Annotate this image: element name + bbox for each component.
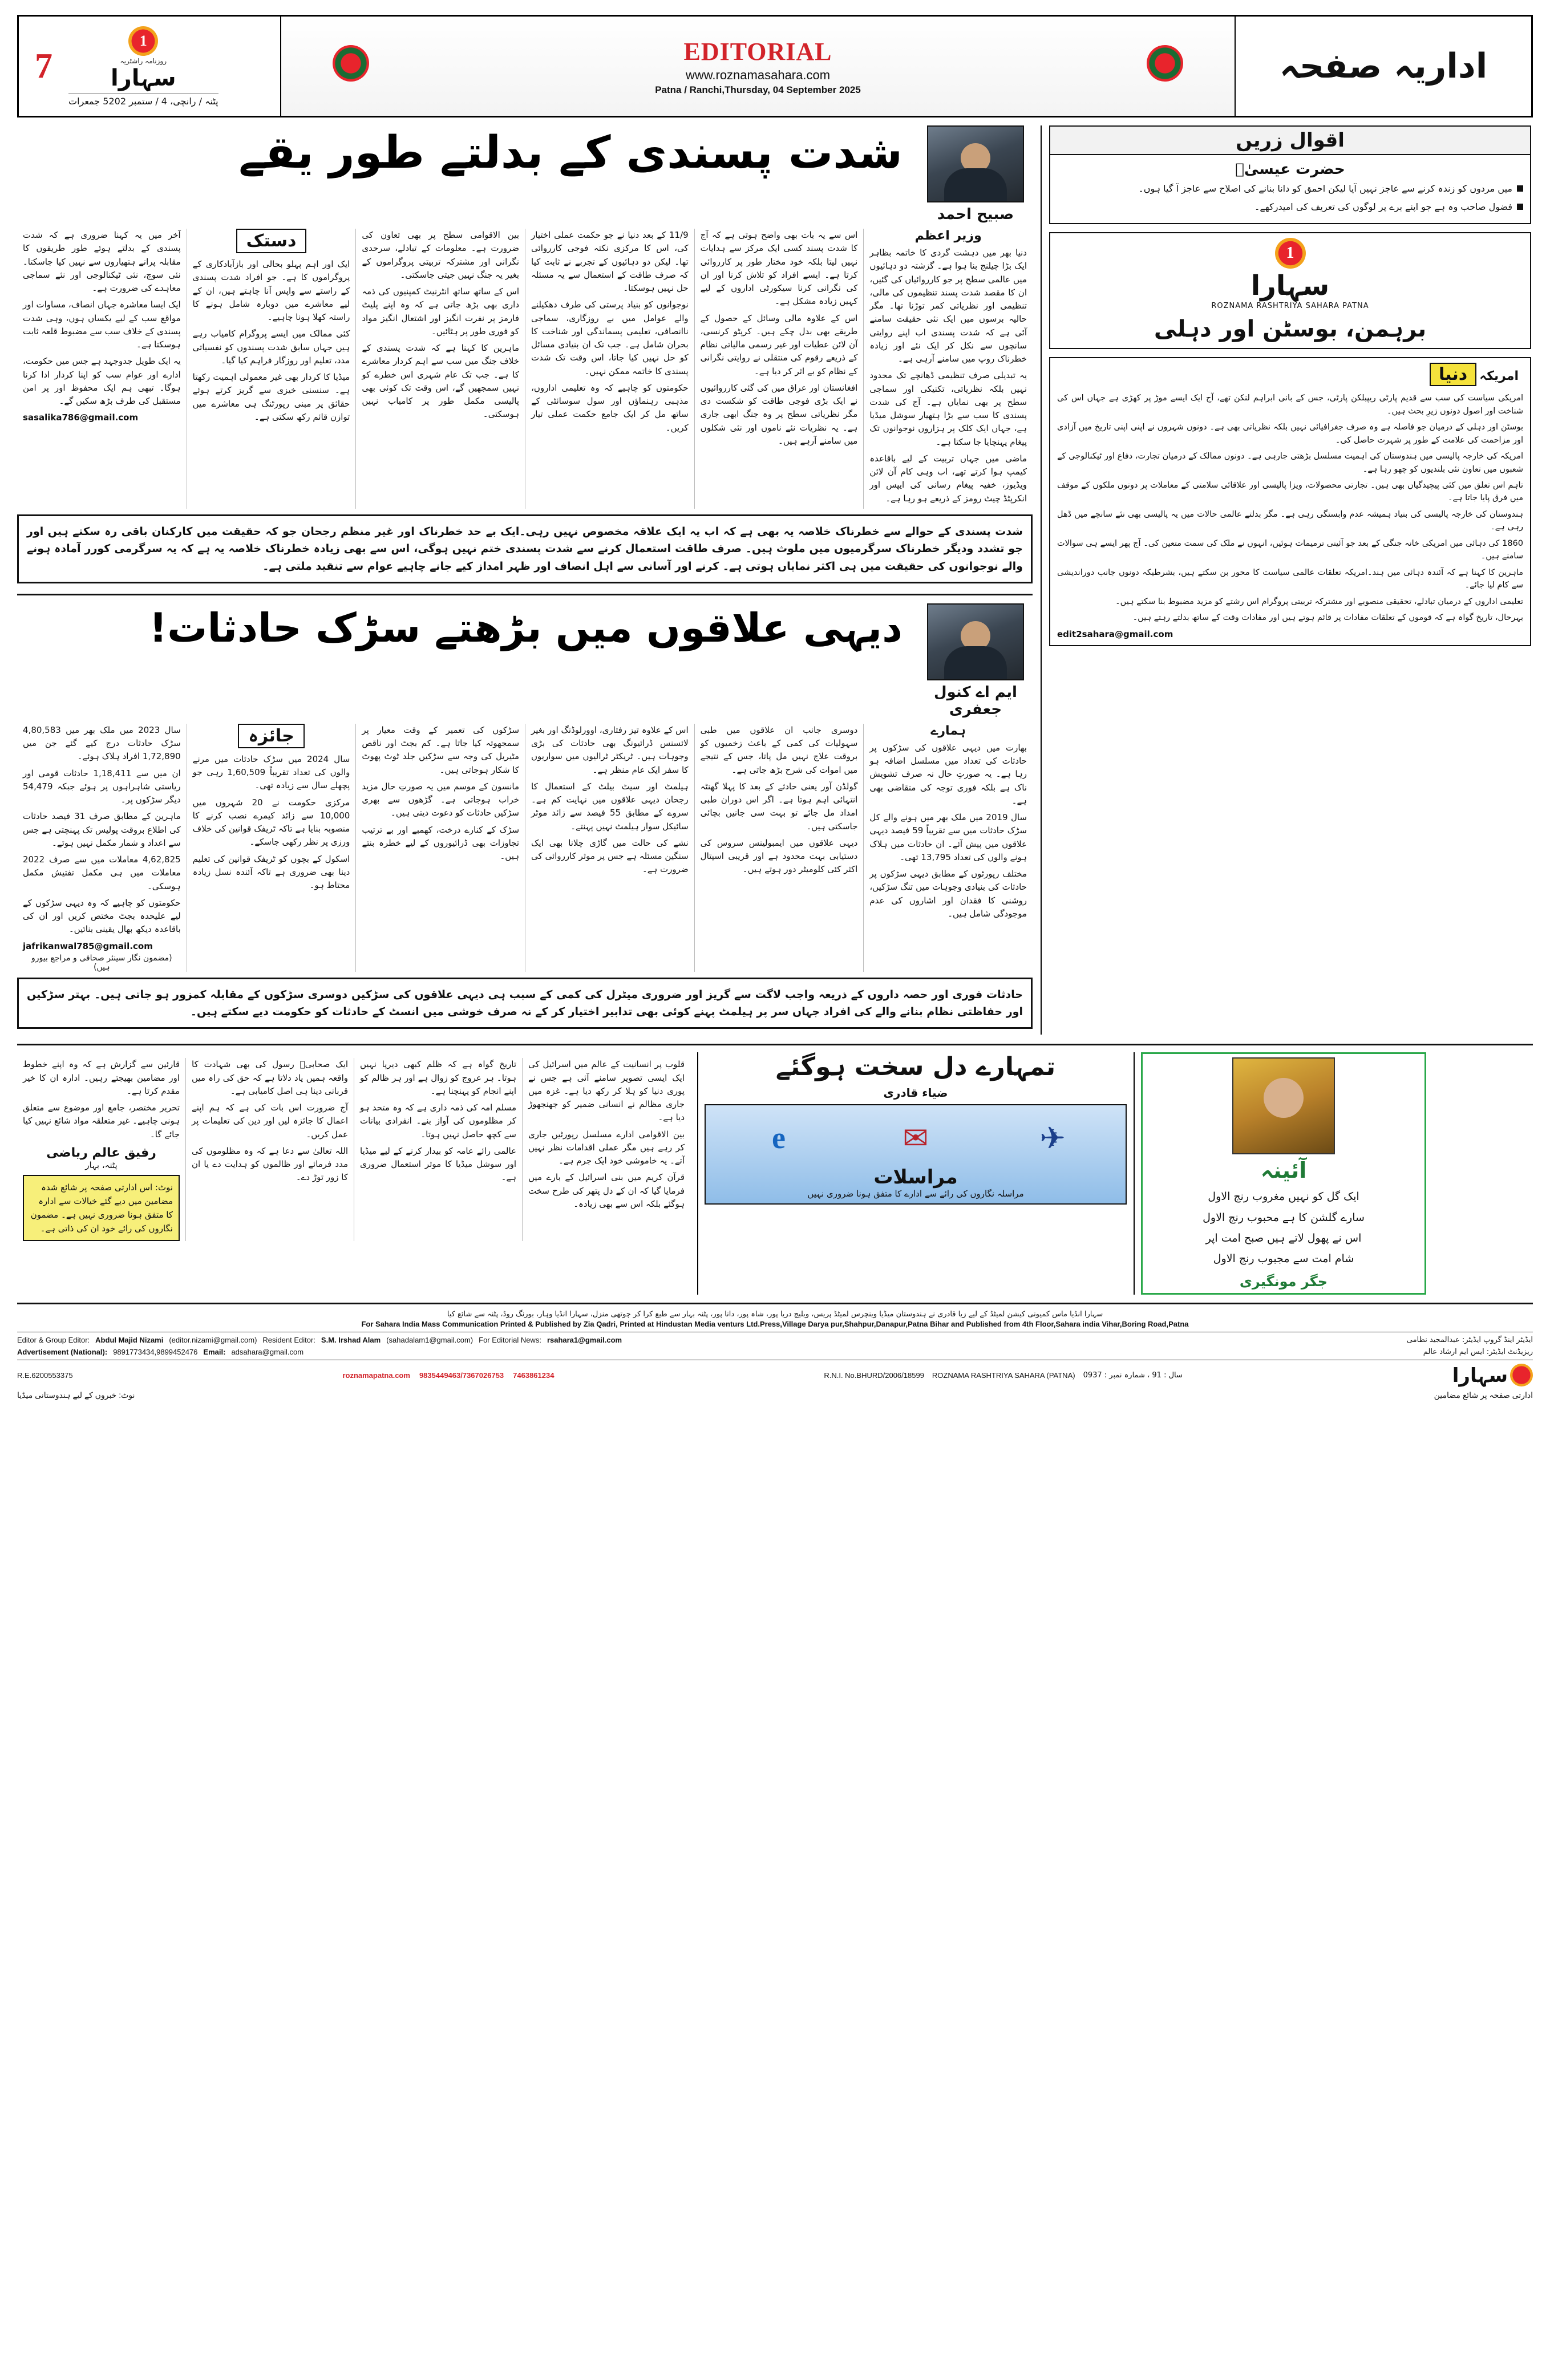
aqwal-item-text: میں مردوں کو زندہ کرنے سے عاجز نہیں آیا لیکن احمق کو دانا بنانے کی اصلاح سے عاجز آ گیا ہوں۔ [1138,183,1512,194]
footer-editorial-email[interactable]: rsahara1@gmail.com [547,1335,622,1344]
airmail-icon[interactable]: ✈ [1039,1120,1066,1156]
lead-para: نوجوانوں کو بنیاد پرستی کی طرف دھکیلنے والے عوامل میں بے روزگاری، سماجی ناانصافی، تعلیمی پسماندگی اور شناخت کا بحران شامل ہے۔ جب تک ان بنیادی مسائل کو حل نہیں کیا جاتا، اس وقت تک شدت پسندی کا خاتمہ ممکن نہیں۔ [531,299,689,376]
lead-author-name: صبیح احمد [937,206,1014,223]
paper-logo [68,26,218,107]
rail-email[interactable]: edit2sahara@gmail.com [1057,629,1173,639]
footer-en-imprint: For Sahara India Mass Communication Printed & Published by Zia Qadri, Printed at Hindustan Media venturs Ltd.Press,Village Darya pur,Shahpur,Danapur,Patna Bihar and Published from 4th Floor,Sahara india Vihar,Boring Road,Patna [361,1319,1189,1328]
second-para: نشے کی حالت میں گاڑی چلانا بھی ایک سنگین مسئلہ ہے جس پر موثر کارروائی کی ضرورت ہے۔ [531,837,689,875]
flower-ornament-left-icon [333,45,369,82]
footer-editor-email[interactable]: (editor.nizami@gmail.com) [169,1335,257,1344]
bottom-para: قلوب پر انسانیت کے عالم میں اسرائیل کی ایک ایسی تصویر سامنے آئی ہے جس نے پوری دنیا کو ہلا کر رکھ دیا ہے۔ غزہ میں جاری مظالم نے انسانی ضمیر کو جھنجھوڑ دیا ہے۔ [528,1059,685,1123]
masthead [17,15,1533,117]
bottom-author-sign: رفیق عالم ریاضی [46,1145,156,1160]
marasalat-contact-card[interactable] [705,1104,1127,1205]
aaina-frame [1141,1052,1426,1294]
second-kicker: ہمارے [930,723,966,738]
footer-ad-email-label: Email: [203,1347,226,1356]
author-portrait-sabih-ahmad [927,125,1024,202]
second-para: حکومتوں کو چاہیے کہ وہ دیہی سڑکوں کے لیے علیحدہ بجٹ مختص کریں اور ان کی باقاعدہ دیکھ بھال یقینی بنائیں۔ [23,897,181,935]
sun-logo-icon [128,26,158,56]
bottom-divider-1 [697,1052,698,1294]
second-col-5 [187,724,356,972]
lead-para: دنیا بھر میں دہشت گردی کا خاتمہ بظاہر ایک بڑا چیلنج بنا ہوا ہے۔ گزشتہ دو دہائیوں میں عالمی سطح پر جو کارروائیاں کی گئیں، ان کا مقصد شدت پسند تنظیموں کی مالی، تنظیمی اور نظریاتی کمر توڑنا تھا۔ مگر حالیہ برسوں میں ایک نئی حقیقت سامنے آئی ہے کہ شدت پسندی اب اپنے روایتی سانچوں سے نکل کر ایک نئے اور زیادہ خطرناک روپ میں سامنے آرہی ہے۔ [869,248,1027,364]
footer-issue-ur: سال : 19 ، شمارہ نمبر : 7390 [1083,1371,1183,1380]
website-url[interactable]: www.roznamasahara.com [685,67,831,82]
bottom-col-3 [185,1058,354,1241]
lead-article-columns [17,229,1033,509]
lead-col-6 [17,229,187,509]
footer-fax: 7463861234 [513,1371,555,1380]
bottom-col-1 [522,1058,690,1241]
lead-para: اس سے یہ بات بھی واضح ہوتی ہے کہ آج کا شدت پسند کسی ایک مرکز سے ہدایات نہیں لیتا بلکہ خود مختار طور پر کارروائی کرتا ہے۔ ایسے افراد کو تلاش کرنا اور ان کی نگرانی کرنا سیکورٹی اداروں کے لیے کہیں زیادہ مشکل ہے۔ [700,230,858,307]
second-pullquote: حادثات فوری اور حصہ داروں کے ذریعہ واجب لاگت سے گریز اور ضروری میٹرل کی کمی کے سبب ہی دیہی علاقوں کی سڑکیں دوسری سڑکوں کے مقابلہ کمزور ہو جاتی ہیں۔ بہتر سڑکیں اور حفاظتی نظام بنانے والے کی افراد جہاں سر پر ہیلمٹ پہنے کوئی بھی تدابیر اختیار کر کے نہ صرف خوشی میں انسٹ کے حادثات کو حکومت دیے سکتے ہیں۔ [17,978,1033,1029]
lead-kicker: وزیر اعظم [914,229,982,243]
rail-brand-urdu: سہارا [1250,270,1330,302]
footer-ads-row [17,1348,1533,1356]
marasalat-subtitle: مراسلہ نگاروں کی رائے سے ادارے کا متفق ہونا ضروری نہیں [807,1189,1024,1199]
second-para: مرکزی حکومت نے 20 شہروں میں 10,000 سے زائد کیمرے نصب کرنے کا منصوبہ بنایا ہے تاکہ ٹریفک قوانین کی خلاف ورزی پر نظر رکھی جاسکے۔ [192,797,350,848]
second-col-2 [694,724,864,972]
second-para: دوسری جانب ان علاقوں میں طبی سہولیات کی کمی کے باعث زخمیوں کو بروقت علاج نہیں مل پاتا، جس کے نتیجے میں اموات کی شرح بڑھ جاتی ہے۔ [700,724,858,775]
body-grid [17,125,1533,1035]
footer-resident-name: S.M. Irshad Alam [321,1335,381,1344]
second-col-6 [17,724,187,972]
lead-para: اس کے علاوہ مالی وسائل کے حصول کے طریقے بھی بدل چکے ہیں۔ کرپٹو کرنسی، آن لائن عطیات اور غیر رسمی مالیاتی نظام کے ذریعے رقوم کی منتقلی نے روایتی نگرانی کے نظام کو بے اثر کر دیا ہے۔ [700,313,858,376]
aqwal-item [1057,181,1523,196]
bottom-author-place: پٹنہ، بہار [85,1159,118,1170]
second-col-1 [863,724,1033,972]
column-divider [1041,125,1042,1035]
lead-para: 11/9 کے بعد دنیا نے جو حکمت عملی اختیار کی، اس کا مرکزی نکتہ فوجی کارروائی تھا۔ لیکن دو دہائیوں کے تجربے نے ثابت کیا کہ صرف طاقت کے استعمال سے یہ مسئلہ حل نہیں ہوسکتا۔ [531,230,689,293]
footer-editor-name: Abdul Majid Nizami [95,1335,164,1344]
poem-line: سارے گلشن کا ہے محبوب رنج الاول [1203,1211,1365,1224]
lead-para: حکومتوں کو چاہیے کہ وہ تعلیمی اداروں، مذہبی رہنماؤں اور سول سوسائٹی کے ساتھ مل کر ایک جامع حکمت عملی تیار کریں۔ [531,382,689,433]
lead-para: ایک اور اہم پہلو بحالی اور بازآبادکاری کے پروگراموں کا ہے۔ جو افراد شدت پسندی کے راستے سے واپس آنا چاہتے ہیں، ان کے لیے معاشرے میں دوبارہ شامل ہونے کا راستہ کھلا ہونا چاہیے۔ [192,259,350,322]
lead-col-4 [355,229,525,509]
bottom-para: تحریر مختصر، جامع اور موضوع سے متعلق ہونی چاہیے۔ غیر متعلقہ مواد شائع نہیں کیا جائے گا۔ [23,1102,180,1140]
lead-para: افغانستان اور عراق میں کی گئی کارروائیوں نے ایک بڑی فوجی طاقت کو شکست دی مگر نظریاتی سطح پر وہ جنگ ابھی جاری ہے۔ یہ نظریات نئے ناموں اور نئی شکلوں میں سامنے آرہے ہیں۔ [700,382,858,446]
lead-para: یہ ایک طویل جدوجہد ہے جس میں حکومت، ادارے اور عوام سب کو اپنا کردار ادا کرنا ہوگا۔ تبھی ہم ایک محفوظ اور پر امن مستقبل کی طرف بڑھ سکیں گے۔ [23,356,181,406]
dunya-tag: دنیا [1430,363,1476,386]
second-para: بھارت میں دیہی علاقوں کی سڑکوں پر حادثات کی تعداد میں مسلسل اضافہ ہو رہا ہے۔ یہ صورتِ حال نہ صرف تشویش ناک ہے بلکہ فوری توجہ کی متقاضی بھی ہے۔ [869,742,1027,806]
bottom-article-author: ضیاء قادری [883,1086,948,1100]
author-portrait-kanwal-jafri [927,603,1024,680]
lead-para: یہ تبدیلی صرف تنظیمی ڈھانچے تک محدود نہیں بلکہ نظریاتی، تکنیکی اور سماجی سطح پر بھی نمایاں ہے۔ آج کی شدت پسندی کا سب سے بڑا ہتھیار سوشل میڈیا ہے، جہاں ایک کلک پر ہزاروں نوجوانوں تک پیغام پہنچایا جا سکتا ہے۔ [869,370,1027,447]
section-title-en: EDITORIAL [683,37,832,66]
dunya-para: بہرحال، تاریخ گواہ ہے کہ قوموں کے تعلقات مفادات پر قائم ہوتے ہیں اور مفادات وقت کے ساتھ بدلتے رہتے ہیں۔ [1132,613,1523,623]
sun-logo-icon [1510,1364,1533,1386]
poet-portrait [1232,1057,1335,1154]
second-para: اس کے علاوہ تیز رفتاری، اوورلوڈنگ اور بغیر لائسنس ڈرائیونگ بھی حادثات کی بڑی وجوہات ہیں۔ ٹریکٹر ٹرالیوں میں سواریوں کا سفر ایک عام منظر ہے۔ [531,724,689,775]
footer-editors-row [17,1336,1533,1344]
aqwal-body [1050,155,1530,223]
footer-resident-email[interactable]: (sahadalam1@gmail.com) [386,1335,474,1344]
second-para: سال 2019 میں ملک بھر میں ہونے والے کل سڑک حادثات میں سے تقریباً 59 فیصد دیہی علاقوں میں پیش آئے۔ ان حادثات میں ہلاک ہونے والوں کی تعداد 13,795 تھی۔ [869,812,1027,862]
dunya-para: ہندوستان کی خارجہ پالیسی کی بنیاد ہمیشہ عدم وابستگی رہی ہے۔ مگر بدلتے عالمی حالات میں یہ پالیسی بھی نئے سانچے میں ڈھل رہی ہے۔ [1057,509,1523,532]
lead-author-email[interactable]: sasalika786@gmail.com [23,412,139,423]
dunya-para: تاہم اس تعلق میں کئی پیچیدگیاں بھی ہیں۔ تجارتی محصولات، ویزا پالیسی اور علاقائی سلامتی کے معاملات پر دونوں ملکوں کے موقف میں فرق پایا جاتا ہے۔ [1057,481,1523,503]
footer-ad-phone[interactable]: 9891773434,9899452476 [113,1347,198,1356]
section-title-ur: اداریہ صفحہ [1279,46,1488,86]
bullet-square-icon [1517,185,1523,192]
second-para: مانسون کے موسم میں یہ صورتِ حال مزید خراب ہوجاتی ہے۔ گڑھوں سے بھری سڑکیں حادثات کو دعوت دیتی ہیں۔ [362,781,520,818]
second-para: سال 2024 میں سڑک حادثات میں مرنے والوں کی تعداد تقریباً 1,60,509 رہی جو پچھلے سال سے زیادہ تھی۔ [192,753,350,791]
lead-col-1 [863,229,1033,509]
dunya-column-box [1049,357,1531,646]
footer-ad-label: Advertisement (National): [17,1347,108,1356]
second-para: سڑک کے کنارے درخت، کھمبے اور بے ترتیب تجاوزات بھی ڈرائیوروں کے لیے خطرہ بنتے ہیں۔ [362,824,520,862]
masthead-right [1235,17,1531,116]
lead-section-label: دستک [236,229,307,253]
lead-para: ماضی میں جہاں تربیت کے لیے باقاعدہ کیمپ ہوا کرتے تھے، اب وہی کام آن لائن ویڈیوز، خفیہ پیغام رسانی کی ایپس اور انکرپٹڈ چیٹ رومز کے ذریعے ہو رہا ہے۔ [869,453,1027,504]
second-article-columns [17,724,1033,972]
lead-author-box [918,125,1033,223]
lead-para: بین الاقوامی سطح پر بھی تعاون کی ضرورت ہے۔ معلومات کے تبادلے، سرحدی نگرانی اور مشترکہ تربیتی پروگراموں کے بغیر یہ جنگ نہیں جیتی جاسکتی۔ [362,230,520,280]
bullet-square-icon [1517,204,1523,210]
footer-editorial-label: For Editorial News: [479,1335,541,1344]
footer-rni: R.N.I. No.BHURD/2006/18599 [824,1371,924,1380]
lead-col-3 [525,229,694,509]
bottom-divider-2 [1134,1052,1135,1294]
marasalat-title: مراسلات [873,1166,958,1189]
second-para: ان میں سے 1,18,411 حادثات قومی اور ریاستی شاہراہوں پر ہوئے جبکہ 54,479 دیگر سڑکوں پر۔ [23,768,181,805]
lead-para: اس کے ساتھ ساتھ انٹرنیٹ کمپنیوں کی ذمہ داری بھی بڑھ جاتی ہے کہ وہ اپنے پلیٹ فارمز پر نفرت انگیز اور اشتعال انگیز مواد کو فوری طور پر ہٹائیں۔ [362,286,520,336]
postbox-icon[interactable]: ✉ [903,1120,929,1156]
footer-small-row [17,1390,1533,1400]
dunya-para: امریکہ کی خارجہ پالیسی میں ہندوستان کی اہمیت مسلسل بڑھتی جارہی ہے۔ دونوں ممالک کے درمیان تجارت، دفاع اور ٹیکنالوجی کے شعبوں میں تعاون نئی بلندیوں کو چھو رہا ہے۔ [1057,452,1523,474]
lead-article-title: شدت پسندی کے بدلتے طور یقے [238,127,903,179]
bottom-col-2 [354,1058,522,1241]
bottom-article-title: تمہارے دل سخت ہوگئے [775,1052,1056,1082]
poem-line: ایک گل کو نہیں مغروب رنج الاول [1208,1190,1359,1203]
second-author-credit: (مضمون نگار سینئر صحافی و مراجع بیورو ہیں) [31,953,172,972]
footer-logo-urdu: سہارا [1452,1364,1508,1387]
footer-editor-label: Editor & Group Editor: [17,1335,90,1344]
poet-name: جگر مونگیری [1239,1273,1328,1290]
second-author-box [918,603,1033,718]
lead-para: ماہرین کا کہنا ہے کہ شدت پسندی کے خلاف جنگ میں سب سے اہم کردار معاشرے کا ہے۔ جب تک عام شہری اس خطرے کو نہیں سمجھیں گے، اس وقت تک کوئی بھی پالیسی مکمل طور پر کامیاب نہیں ہوسکتی۔ [362,343,520,420]
lead-para: ایک ایسا معاشرہ جہاں انصاف، مساوات اور مواقع سب کے لیے یکساں ہوں، وہی شدت پسندی کے خلاف سب سے مضبوط قلعہ ثابت ہوسکتا ہے۔ [23,299,181,350]
bottom-para: اللہ تعالیٰ سے دعا ہے کہ وہ مظلوموں کی مدد فرمائے اور ظالموں کو ہدایت دے یا ان کا زور توڑ دے۔ [192,1145,348,1183]
aaina-title: آئینہ [1260,1158,1307,1183]
footer-bottom-row [17,1364,1533,1387]
aqwal-subtitle: حضرت عیسیٰؑ [1235,161,1345,178]
dunya-para: ماہرین کا کہنا ہے کہ آئندہ دہائی میں ہند۔امریکہ تعلقات عالمی سیاست کا محور بن سکتے ہیں، بشرطیکہ دونوں جانب دوراندیشی سے کام لیا جائے۔ [1057,567,1523,590]
aqwal-item [1057,200,1523,214]
second-para: مختلف رپورٹوں کے مطابق دیہی سڑکوں پر حادثات کی بنیادی وجوہات میں تنگ سڑکیں، روشنی کا فقدان اور اشاروں کی عدم موجودگی شامل ہیں۔ [869,869,1027,919]
email-icon[interactable]: e [772,1121,786,1155]
rail-brand-box [1049,232,1531,349]
logo-urdu-text: سہارا [111,64,176,91]
bottom-para: عالمی رائے عامہ کو بیدار کرنے کے لیے میڈیا اور سوشل میڈیا کا موثر استعمال ضروری ہے۔ [360,1145,516,1183]
dunya-para: تعلیمی اداروں کے درمیان تبادلے، تحقیقی منصوبے اور مشترکہ تربیتی پروگرام اس رشتے کو مزید مضبوط بنا سکتے ہیں۔ [1115,597,1523,606]
editorial-disclaimer-note: نوٹ: اس ادارتی صفحہ پر شائع شدہ مضامین میں دیے گئے خیالات سے ادارہ کا متفق ہونا ضروری نہیں ہے۔ مضمون نگاروں کی رائے خود ان کی ذاتی ہے۔ [23,1175,180,1241]
bottom-article-columns [17,1058,690,1241]
bottom-strip [17,1044,1533,1294]
bottom-para: ایک صحابیؓ رسول کی بھی شہادت کا واقعہ ہمیں یاد دلاتا ہے کہ حق کی راہ میں قربانی دینا ہی اصل کامیابی ہے۔ [192,1059,348,1096]
contact-icons [710,1110,1121,1166]
footer-resident-label: Resident Editor: [262,1335,315,1344]
footer-urdu-editors: ایڈیٹر اینڈ گروپ ایڈیٹر: عبدالمجید نظامی [1406,1335,1533,1344]
lead-article-header [17,125,1033,223]
footer-urdu-resident: ریزیڈنٹ ایڈیٹر: ایس ایم ارشاد عالم [1423,1347,1533,1356]
sun-logo-icon [1275,238,1306,269]
second-para: گولڈن آور یعنی حادثے کے بعد کا پہلا گھنٹہ انتہائی اہم ہوتا ہے۔ اگر اس دوران طبی امداد مل جائے تو بہت سی جانیں بچائی جاسکتی ہیں۔ [700,781,858,832]
main-column [17,125,1033,1035]
bottom-para: آج ضرورت اس بات کی ہے کہ ہم اپنے اعمال کا جائزہ لیں اور دین کی تعلیمات پر عمل کریں۔ [192,1102,348,1140]
lead-para: آخر میں یہ کہنا ضروری ہے کہ شدت پسندی کے بدلتے ہوئے طور طریقوں کا مقابلہ پرانے ہتھیاروں سے نہیں کیا جاسکتا۔ نئی سوچ، نئی ٹیکنالوجی اور نئے سماجی معاہدے کی ضرورت ہے۔ [23,230,181,293]
rail-brand-sub: ROZNAMA RASHTRIYA SAHARA PATNA [1211,302,1369,311]
footer-web[interactable]: roznamapatna.com [342,1371,410,1380]
footer-ad-email[interactable]: adsahara@gmail.com [231,1347,304,1356]
masthead-date-urdu: پٹنہ / رانچی، 4 / ستمبر 2025 جمعرات [68,94,218,107]
dunya-para: بوسٹن اور دہلی کے درمیان جو فاصلہ ہے وہ صرف جغرافیائی نہیں بلکہ نظریاتی بھی ہے۔ دونوں شہروں نے اپنی اپنی تاریخ میں آزادی اور مزاحمت کی علامت کے طور پر شہرت حاصل کی۔ [1057,423,1523,445]
rail-brand-logo [1050,233,1530,311]
right-rail [1049,125,1531,1035]
second-para: سڑکوں کی تعمیر کے وقت معیار پر سمجھوتہ کیا جاتا ہے۔ کم بجٹ اور ناقص مٹیریل کی وجہ سے سڑکیں جلد ٹوٹ پھوٹ کا شکار ہوجاتی ہیں۔ [362,724,520,775]
dunya-kicker: امریکہ [1479,369,1519,384]
lead-article [17,125,1033,583]
page-footer [17,1303,1533,1400]
second-para: ہیلمٹ اور سیٹ بیلٹ کے استعمال کا رجحان دیہی علاقوں میں نہایت کم ہے۔ سروے کے مطابق 55 فیصد سے زائد موٹر سائیکل سوار ہیلمٹ نہیں پہنتے۔ [531,781,689,832]
bottom-article [17,1052,690,1294]
bottom-para: قرآن کریم میں بنی اسرائیل کے بارے میں فرمایا گیا کہ ان کے دل پتھر کی طرح سخت ہوگئے بلکہ اس سے بھی زیادہ۔ [528,1172,685,1209]
aqwal-zareen-box [1049,125,1531,224]
dunya-para: 1860 کی دہائی میں امریکی خانہ جنگی کے بعد جو آئینی ترمیمات ہوئیں، انہوں نے ملک کی سمت متعین کی۔ آج پھر ایسے ہی سوالات سامنے ہیں۔ [1057,538,1523,561]
footer-logo [1452,1364,1533,1387]
second-para: سال 2023 میں ملک بھر میں 4,80,583 سڑک حادثات درج کیے گئے جن میں 1,72,890 افراد ہلاک ہوئے۔ [23,724,181,762]
bottom-para: قارئین سے گزارش ہے کہ وہ اپنے خطوط اور مضامین بھیجتے رہیں۔ ادارہ ان کا خیر مقدم کرتا ہے۔ [23,1059,180,1096]
second-para: 4,62,825 معاملات میں سے صرف 2022 معاملات میں ہی مکمل تفتیش مکمل ہوسکی۔ [23,854,181,891]
bottom-para: تاریخ گواہ ہے کہ ظلم کبھی دیرپا نہیں ہوتا۔ ہر عروج کو زوال ہے اور ہر ظالم کو اپنے انجام کو پہنچنا ہے۔ [360,1059,516,1096]
edition-line: Patna / Ranchi,Thursday, 04 September 2025 [655,84,861,95]
lead-para: کئی ممالک میں ایسے پروگرام کامیاب رہے ہیں جہاں سابق شدت پسندوں کو نفسیاتی مدد، تعلیم اور روزگار فراہم کیا گیا۔ [192,329,350,366]
second-para: ماہرین کے مطابق صرف 31 فیصد حادثات کی اطلاع بروقت پولیس تک پہنچتی ہے جس سے اعداد و شمار مکمل نہیں ہوتے۔ [23,811,181,848]
lead-pullquote: شدت پسندی کے حوالے سے خطرناک خلاصہ یہ بھی ہے کہ اب یہ ایک علاقہ مخصوص نہیں رہی۔ایک بے حد خطرناک اور غیر منظم رجحان جو کہ حقیقت میں کارکنان باقی رہ سکتے ہیں اور جو تشدد ودیگر خطرناک سرگرمیوں میں ملوث ہیں۔ صرف طاقت استعمال کرنے سے شدت پسندی ختم نہیں ہوگی، اس سے بھی زیادہ خطرناک خلاصہ یہ ہے کہ یہ سرگرمی کورر آمادہ ہونے والے نوجوانوں کی حقیقت میں ہی اکثر نمایاں ہوتی ہے۔ کرنے اور آسانی سے اہل انصاف اور ظہر امداز کیے جانے چاہیے عوام سے تنقید ملتی ہے۔ [17,514,1033,583]
logo-small-text: روزنامہ راشٹریہ [120,56,167,65]
aqwal-item-text: فضول صاحب وہ ہے جو اپنے برے پر لوگوں کی تعریف کی امیدرکھے۔ [1254,201,1512,212]
second-para: اسکول کے بچوں کو ٹریفک قوانین کی تعلیم دینا بھی ضروری ہے تاکہ آئندہ نسل زیادہ محتاط ہو۔ [192,853,350,891]
poem-line: شام امت سے مجبوب رنج الاول [1213,1252,1354,1265]
bottom-para: بین الاقوامی ادارے مسلسل رپورٹیں جاری کر رہے ہیں مگر عملی اقدامات نظر نہیں آتے۔ یہ خاموشی خود ایک جرم ہے۔ [528,1129,685,1166]
aaina-box [1141,1052,1426,1294]
second-author-email[interactable]: jafrikanwal785@gmail.com [23,940,153,951]
masthead-center [281,17,1235,116]
second-section-label: جائزہ [238,724,304,748]
rail-headline: برہمن، بوسٹن اور دہلی [1154,316,1427,343]
second-col-4 [355,724,525,972]
second-col-3 [525,724,694,972]
second-article-title: دیہی علاقوں میں بڑھتے سڑک حادثات! [149,604,903,651]
footer-re: R.E.6200553375 [17,1371,73,1380]
lead-col-5 [187,229,356,509]
second-author-name: ایم اے کنول جعفری [934,683,1017,718]
footer-small-note-1: نوٹ: خبروں کے لیے ہندوستانی میڈیا [17,1390,135,1400]
second-article [17,594,1033,1029]
second-para: دیہی علاقوں میں ایمبولینس سروس کی دستیابی بہت محدود ہے اور قریبی اسپتال اکثر کئی کلومیٹر دور ہوتے ہیں۔ [700,837,858,875]
lead-col-2 [694,229,864,509]
footer-urdu-imprint: سہارا انڈیا ماس کمیونی کیشن لمیٹڈ کے لیے زیا قادری نے ہندوستان میڈیا وینچرس لمیٹڈ پریس، ویلیج دریا پور، شاہ پور، دانا پور، پٹنہ بہار سے طبع کرا کر چوتھی منزل، سہارا انڈیا وہار، بورنگ روڈ، پٹنہ سے شائع کیا [447,1309,1103,1319]
aqwal-title: اقوال زریں [1050,127,1530,155]
bottom-col-4 [17,1058,185,1241]
masthead-left [19,17,281,116]
footer-paper-name: ROZNAMA RASHTRIYA SAHARA (PATNA) [932,1371,1075,1380]
dunya-para: امریکی سیاست کی سب سے قدیم پارٹی ریپبلکن پارٹی، جس کے بانی ابراہم لنکن تھے، آج ایک ایسے موڑ پر کھڑی ہے جہاں اس کی شناخت اور اصول دونوں زیرِ بحث ہیں۔ [1057,394,1523,416]
bottom-para: مسلم امہ کی ذمہ داری ہے کہ وہ متحد ہو کر مظلوموں کی آواز بنے۔ انفرادی بیانات سے کچھ حاصل نہیں ہوتا۔ [360,1102,516,1140]
flower-ornament-right-icon [1147,45,1183,82]
second-article-header [17,603,1033,718]
footer-small-note-2: ادارتی صفحہ پر شائع مضامین [1434,1390,1533,1400]
page-number: 7 [35,47,52,86]
bottom-middle [705,1052,1127,1294]
dunya-body [1050,386,1530,645]
lead-para: میڈیا کا کردار بھی غیر معمولی اہمیت رکھتا ہے۔ سنسنی خیزی سے گریز کرتے ہوئے حقائق پر مبنی رپورٹنگ ہی معاشرے میں توازن قائم رکھ سکتی ہے۔ [192,372,350,422]
poem-line: اس نے پھول لاتے ہیں صبح امت اپر [1205,1231,1362,1244]
footer-phones[interactable]: 9835449463/7367026753 [419,1371,504,1380]
